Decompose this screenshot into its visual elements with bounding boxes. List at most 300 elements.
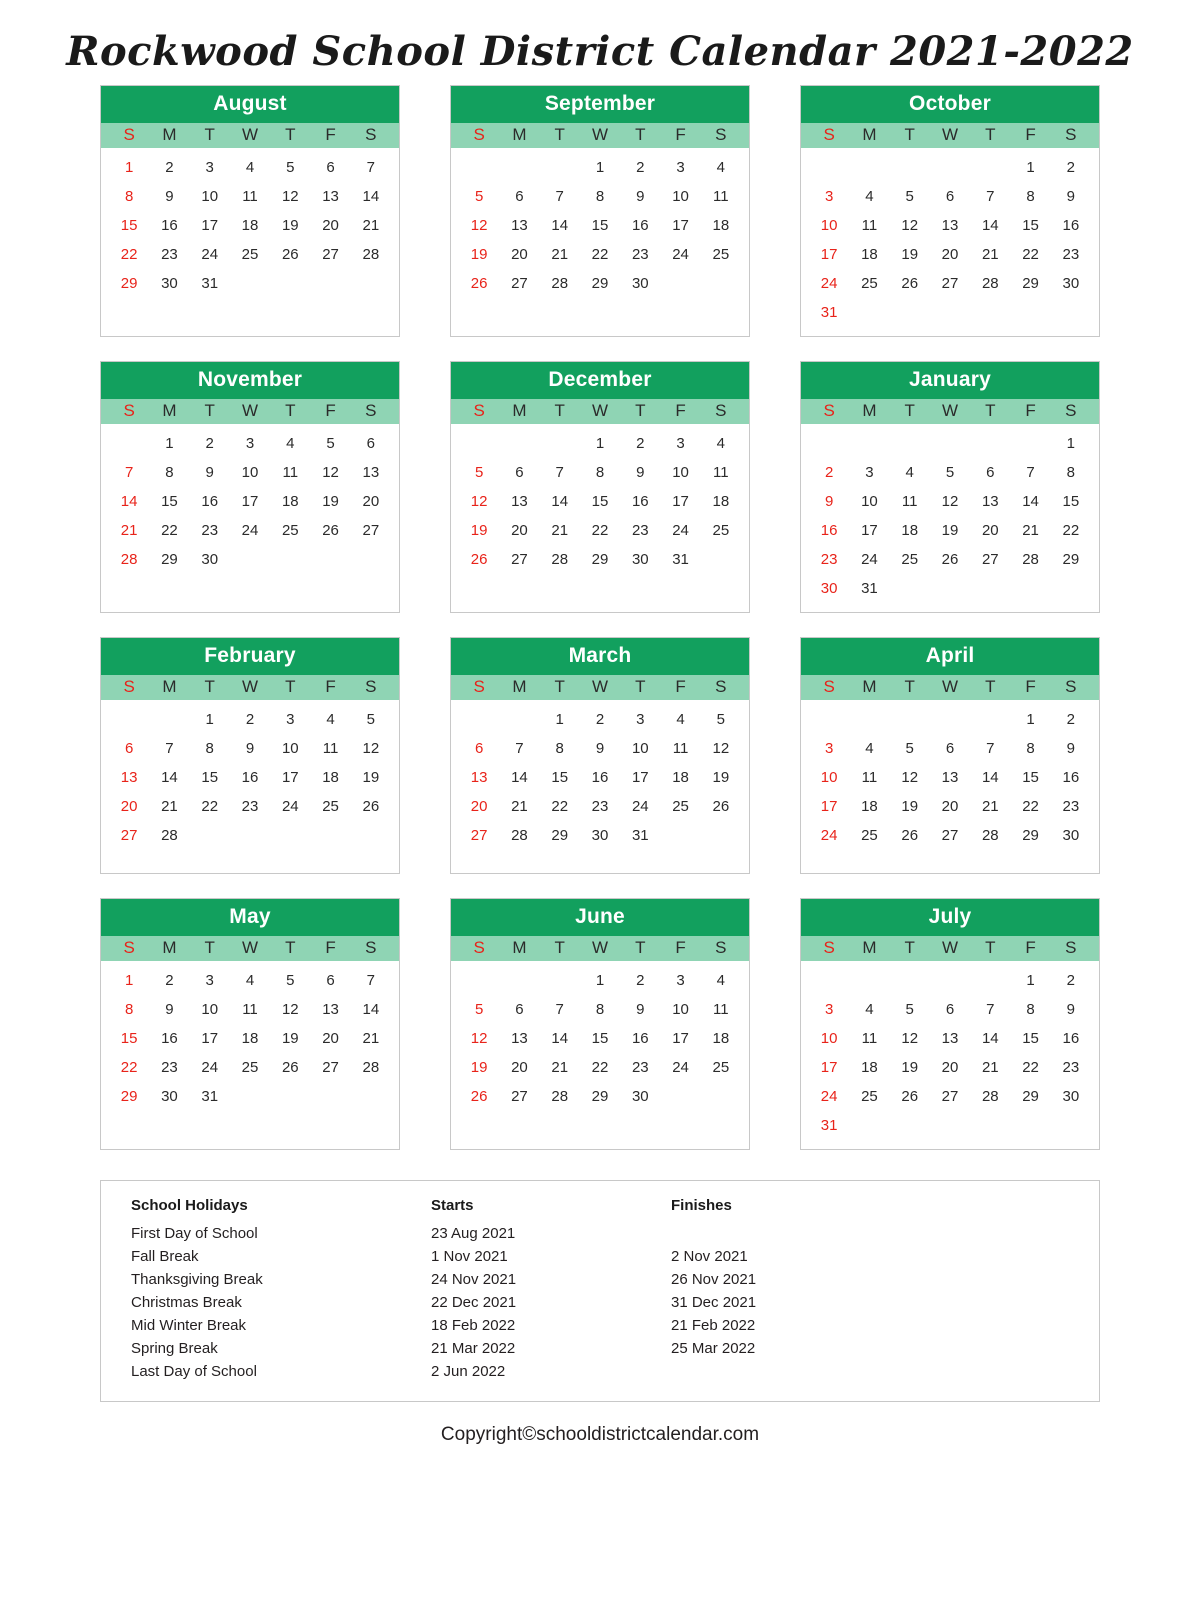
day-cell: 10 <box>672 1001 689 1018</box>
day-cell: 2 <box>636 972 645 989</box>
day-cell-empty <box>701 270 741 297</box>
holidays-cell-finishes: 2 Nov 2021 <box>671 1248 748 1265</box>
day-cell: 8 <box>595 188 605 205</box>
day-cell-empty <box>660 1083 700 1110</box>
day-cell: 31 <box>201 275 219 292</box>
day-cell-empty <box>109 430 149 457</box>
day-cell: 25 <box>861 1088 878 1105</box>
day-cell: 16 <box>631 493 649 510</box>
day-cell-empty <box>970 575 1010 602</box>
day-cell: 2 <box>165 159 174 176</box>
day-cell: 22 <box>120 1059 138 1076</box>
weekday-label: S <box>715 125 727 144</box>
day-cell: 4 <box>716 435 726 452</box>
weekday-label: W <box>591 938 609 957</box>
day-cell: 22 <box>591 246 609 263</box>
day-cell: 20 <box>470 798 488 815</box>
holidays-column-header: Starts <box>431 1197 474 1214</box>
day-cell: 24 <box>241 522 259 539</box>
day-cell: 27 <box>120 827 138 844</box>
day-cell: 17 <box>241 493 259 510</box>
day-cell-empty <box>540 299 580 311</box>
weekday-label: T <box>985 125 996 144</box>
day-cell: 7 <box>555 464 564 481</box>
weekday-label: M <box>162 938 177 957</box>
month-name: July <box>801 899 1099 936</box>
day-cell: 17 <box>820 798 838 815</box>
day-cell: 15 <box>591 493 609 510</box>
day-cell-empty <box>701 822 741 849</box>
day-cell: 4 <box>676 711 685 728</box>
weekday-label: M <box>162 125 177 144</box>
day-cell: 31 <box>672 551 689 568</box>
weekday-label: S <box>823 125 835 144</box>
day-cell-empty <box>580 851 620 863</box>
weekday-label: T <box>635 677 646 696</box>
day-cell: 1 <box>595 435 605 452</box>
day-cell: 19 <box>322 493 339 510</box>
day-cell-empty <box>540 967 580 994</box>
day-cell: 7 <box>366 159 376 176</box>
day-cell: 12 <box>281 1001 299 1018</box>
day-cell: 18 <box>322 769 339 786</box>
day-cell: 7 <box>1026 464 1035 481</box>
day-cell: 21 <box>981 798 999 815</box>
day-cell: 7 <box>555 188 564 205</box>
day-cell-empty <box>109 575 149 587</box>
day-cell: 25 <box>712 522 730 539</box>
day-cell-empty <box>970 154 1010 181</box>
day-cell: 28 <box>511 827 528 844</box>
day-cell: 9 <box>165 188 174 205</box>
day-cell: 11 <box>282 464 299 481</box>
day-cell-empty <box>310 1112 350 1124</box>
day-cell: 25 <box>861 827 878 844</box>
day-cell: 12 <box>712 740 730 757</box>
weekday-label: F <box>1025 677 1036 696</box>
day-cell-empty <box>970 851 1010 863</box>
month-card <box>800 637 1100 874</box>
day-cell: 6 <box>945 188 955 205</box>
day-cell: 15 <box>120 1030 138 1047</box>
month-card <box>100 898 400 1150</box>
day-cell: 21 <box>362 217 380 234</box>
month-card <box>450 361 750 613</box>
weekday-label: W <box>941 125 959 144</box>
weekday-label: S <box>365 401 377 420</box>
day-cell-empty <box>459 851 499 863</box>
weekday-label: F <box>325 125 336 144</box>
day-cell: 5 <box>366 711 376 728</box>
day-cell-empty <box>149 1112 189 1124</box>
weekday-label: W <box>591 125 609 144</box>
day-cell-empty <box>149 299 189 311</box>
day-cell-empty <box>1051 575 1091 602</box>
day-cell-empty <box>890 706 930 733</box>
day-cell: 3 <box>824 740 834 757</box>
day-cell: 8 <box>124 188 134 205</box>
day-cell: 18 <box>861 1059 878 1076</box>
day-cell: 11 <box>861 1030 878 1047</box>
day-cell: 8 <box>124 1001 134 1018</box>
day-cell: 12 <box>281 188 299 205</box>
weekday-label: T <box>985 677 996 696</box>
day-cell: 4 <box>326 711 335 728</box>
day-cell: 22 <box>1022 798 1039 815</box>
days-grid <box>801 700 1099 873</box>
day-cell: 9 <box>1066 1001 1076 1018</box>
day-cell: 24 <box>820 275 838 292</box>
day-cell: 1 <box>124 159 134 176</box>
day-cell-empty <box>890 1112 930 1139</box>
day-cell-empty <box>701 1083 741 1110</box>
day-cell: 30 <box>631 551 649 568</box>
day-cell-empty <box>620 1112 660 1124</box>
day-cell-empty <box>310 822 350 849</box>
day-cell: 5 <box>326 435 335 452</box>
day-cell: 13 <box>941 1030 959 1047</box>
day-cell: 13 <box>981 493 999 510</box>
month-card <box>100 361 400 613</box>
day-cell: 12 <box>901 217 919 234</box>
day-cell-empty <box>499 1112 539 1124</box>
day-cell: 19 <box>281 217 299 234</box>
days-grid <box>451 424 749 612</box>
copyright-text: Copyright©schooldistrictcalendar.com <box>440 1424 760 1445</box>
day-cell: 23 <box>241 798 259 815</box>
day-cell: 15 <box>1022 217 1039 234</box>
day-cell-empty <box>351 546 391 573</box>
day-cell-empty <box>190 575 230 587</box>
month-name: November <box>101 362 399 399</box>
day-cell: 24 <box>820 1088 838 1105</box>
day-cell: 4 <box>865 188 874 205</box>
day-cell: 26 <box>322 522 339 539</box>
month-card <box>100 637 400 874</box>
weekday-label: W <box>941 677 959 696</box>
day-cell-empty <box>1051 851 1091 863</box>
days-grid <box>101 961 399 1149</box>
day-cell-empty <box>660 575 700 587</box>
weekday-label: W <box>941 401 959 420</box>
weekday-label: S <box>365 677 377 696</box>
day-cell: 22 <box>591 522 609 539</box>
day-cell-empty <box>809 154 849 181</box>
day-cell-empty <box>459 430 499 457</box>
day-cell: 17 <box>281 769 299 786</box>
month-card <box>100 85 400 337</box>
day-cell: 5 <box>945 464 955 481</box>
day-cell: 28 <box>362 246 380 263</box>
day-cell: 7 <box>165 740 174 757</box>
weekday-header-row <box>801 123 1099 148</box>
holidays-cell-finishes <box>671 1360 1069 1383</box>
day-cell: 16 <box>201 493 219 510</box>
day-cell: 1 <box>595 159 605 176</box>
day-cell: 5 <box>286 972 295 989</box>
month-card <box>450 637 750 874</box>
day-cell: 11 <box>861 769 878 786</box>
day-cell-empty <box>660 299 700 311</box>
day-cell-empty <box>930 299 970 326</box>
day-cell: 29 <box>120 1088 138 1105</box>
day-cell: 11 <box>242 1001 258 1018</box>
day-cell: 10 <box>281 740 299 757</box>
day-cell: 28 <box>120 551 138 568</box>
month-name: April <box>801 638 1099 675</box>
day-cell: 23 <box>820 551 838 568</box>
day-cell: 24 <box>201 246 219 263</box>
day-cell: 14 <box>551 1030 569 1047</box>
day-cell: 14 <box>120 493 138 510</box>
weekday-label: F <box>325 677 336 696</box>
weekday-header-row <box>801 936 1099 961</box>
day-cell-empty <box>890 154 930 181</box>
day-cell: 11 <box>713 464 729 481</box>
day-cell-empty <box>970 967 1010 994</box>
day-cell: 2 <box>1066 711 1076 728</box>
day-cell: 12 <box>470 493 488 510</box>
day-cell: 27 <box>322 1059 339 1076</box>
day-cell: 20 <box>322 217 339 234</box>
day-cell-empty <box>849 154 889 181</box>
day-cell-empty <box>230 546 270 573</box>
weekday-header-row <box>101 399 399 424</box>
day-cell: 3 <box>205 159 214 176</box>
day-cell: 18 <box>712 1030 730 1047</box>
day-cell: 29 <box>1022 275 1039 292</box>
day-cell: 30 <box>161 1088 178 1105</box>
day-cell: 28 <box>981 1088 999 1105</box>
day-cell: 10 <box>820 1030 838 1047</box>
day-cell: 28 <box>362 1059 380 1076</box>
day-cell: 18 <box>672 769 689 786</box>
day-cell-empty <box>351 1112 391 1124</box>
day-cell: 21 <box>1022 522 1039 539</box>
day-cell: 26 <box>712 798 730 815</box>
days-grid <box>101 700 399 873</box>
day-cell: 3 <box>865 464 874 481</box>
day-cell: 7 <box>986 740 995 757</box>
weekday-label: F <box>325 938 336 957</box>
day-cell-empty <box>580 575 620 587</box>
weekday-label: T <box>554 125 565 144</box>
day-cell: 17 <box>820 246 838 263</box>
day-cell: 7 <box>366 972 376 989</box>
day-cell: 11 <box>672 740 689 757</box>
day-cell: 26 <box>281 1059 299 1076</box>
day-cell-empty <box>230 299 270 311</box>
day-cell-empty <box>270 851 310 863</box>
day-cell: 14 <box>362 1001 380 1018</box>
day-cell: 14 <box>981 217 999 234</box>
day-cell-empty <box>701 546 741 573</box>
day-cell-empty <box>580 299 620 311</box>
weekday-label: T <box>985 938 996 957</box>
weekday-label: W <box>241 125 259 144</box>
holidays-cell-starts: 2 Jun 2022 <box>431 1363 506 1380</box>
holidays-column-header: School Holidays <box>131 1197 248 1214</box>
weekday-label: F <box>675 401 686 420</box>
weekday-label: T <box>204 677 215 696</box>
day-cell-empty <box>809 851 849 863</box>
day-cell-empty <box>310 546 350 573</box>
day-cell: 8 <box>165 464 174 481</box>
day-cell: 7 <box>555 1001 564 1018</box>
day-cell: 28 <box>981 275 999 292</box>
day-cell: 1 <box>1066 435 1076 452</box>
day-cell: 2 <box>1066 972 1076 989</box>
month-name: January <box>801 362 1099 399</box>
day-cell-empty <box>660 1112 700 1124</box>
day-cell: 22 <box>1022 246 1039 263</box>
day-cell: 27 <box>511 1088 528 1105</box>
day-cell-empty <box>459 575 499 587</box>
day-cell: 25 <box>712 246 730 263</box>
day-cell-empty <box>1051 299 1091 326</box>
day-cell: 28 <box>1022 551 1039 568</box>
day-cell-empty <box>930 430 970 457</box>
day-cell: 3 <box>205 972 214 989</box>
day-cell: 9 <box>165 1001 174 1018</box>
day-cell: 10 <box>201 1001 219 1018</box>
day-cell: 21 <box>120 522 138 539</box>
day-cell: 22 <box>551 798 569 815</box>
day-cell-empty <box>190 851 230 863</box>
days-grid <box>801 148 1099 336</box>
day-cell: 16 <box>631 1030 649 1047</box>
day-cell-empty <box>459 967 499 994</box>
day-cell-empty <box>351 1083 391 1110</box>
day-cell: 2 <box>205 435 214 452</box>
day-cell-empty <box>849 299 889 326</box>
day-cell: 3 <box>636 711 645 728</box>
day-cell: 8 <box>555 740 564 757</box>
day-cell: 28 <box>551 275 569 292</box>
day-cell-empty <box>190 299 230 311</box>
day-cell: 11 <box>901 493 918 510</box>
day-cell: 29 <box>591 551 609 568</box>
weekday-label: T <box>635 401 646 420</box>
day-cell-empty <box>849 1112 889 1139</box>
weekday-label: T <box>904 938 915 957</box>
day-cell-empty <box>270 1112 310 1124</box>
day-cell-empty <box>620 575 660 587</box>
day-cell: 19 <box>941 522 959 539</box>
day-cell-empty <box>540 575 580 587</box>
days-grid <box>101 424 399 612</box>
day-cell-empty <box>499 575 539 587</box>
day-cell: 6 <box>366 435 376 452</box>
holidays-cell-starts: 24 Nov 2021 <box>431 1271 517 1288</box>
day-cell: 1 <box>124 972 134 989</box>
weekday-label: T <box>554 401 565 420</box>
day-cell-empty <box>270 1083 310 1110</box>
day-cell: 19 <box>712 769 730 786</box>
day-cell: 9 <box>245 740 255 757</box>
day-cell: 10 <box>820 217 838 234</box>
day-cell: 8 <box>205 740 214 757</box>
day-cell: 22 <box>120 246 138 263</box>
weekday-label: W <box>241 401 259 420</box>
day-cell: 5 <box>286 159 295 176</box>
days-grid <box>451 148 749 336</box>
day-cell: 19 <box>901 798 919 815</box>
day-cell: 20 <box>941 1059 959 1076</box>
day-cell-empty <box>230 270 270 297</box>
weekday-label: T <box>635 125 646 144</box>
day-cell: 18 <box>861 798 878 815</box>
weekday-label: S <box>123 938 135 957</box>
weekday-label: S <box>715 938 727 957</box>
day-cell-empty <box>149 706 189 733</box>
day-cell-empty <box>660 851 700 863</box>
day-cell: 27 <box>941 1088 959 1105</box>
weekday-label: T <box>204 125 215 144</box>
day-cell-empty <box>890 967 930 994</box>
day-cell: 28 <box>551 1088 569 1105</box>
day-cell: 2 <box>636 159 645 176</box>
day-cell: 19 <box>470 246 488 263</box>
holidays-cell-name: Christmas Break <box>131 1294 242 1311</box>
day-cell-empty <box>499 430 539 457</box>
day-cell: 19 <box>470 522 488 539</box>
day-cell: 5 <box>905 740 914 757</box>
weekday-label: S <box>365 125 377 144</box>
weekday-label: M <box>862 677 877 696</box>
day-cell-empty <box>620 851 660 863</box>
day-cell-empty <box>930 575 970 602</box>
day-cell: 3 <box>245 435 255 452</box>
month-card <box>800 85 1100 337</box>
day-cell-empty <box>540 1112 580 1124</box>
day-cell: 2 <box>245 711 255 728</box>
day-cell: 15 <box>591 1030 609 1047</box>
page-title: Rockwood School District Calendar 2021-2022 <box>66 28 1134 75</box>
day-cell: 16 <box>1062 1030 1080 1047</box>
day-cell: 27 <box>981 551 999 568</box>
day-cell: 4 <box>245 972 255 989</box>
day-cell: 18 <box>712 217 730 234</box>
day-cell-empty <box>930 1112 970 1139</box>
day-cell: 8 <box>595 1001 605 1018</box>
weekday-header-row <box>101 123 399 148</box>
weekday-label: M <box>862 938 877 957</box>
weekday-label: T <box>904 125 915 144</box>
month-card <box>800 361 1100 613</box>
day-cell: 26 <box>901 827 919 844</box>
day-cell-empty <box>701 1112 741 1124</box>
day-cell-empty <box>270 575 310 587</box>
day-cell: 27 <box>470 827 488 844</box>
day-cell: 26 <box>362 798 380 815</box>
holidays-cell-finishes: 25 Mar 2022 <box>671 1340 756 1357</box>
day-cell: 28 <box>551 551 569 568</box>
day-cell-empty <box>1010 430 1050 457</box>
day-cell: 15 <box>201 769 219 786</box>
day-cell-empty <box>1010 851 1050 863</box>
months-grid <box>100 85 1100 1150</box>
day-cell-empty <box>230 1112 270 1124</box>
day-cell: 2 <box>824 464 834 481</box>
day-cell: 19 <box>281 1030 299 1047</box>
weekday-label: M <box>512 938 527 957</box>
day-cell-empty <box>849 430 889 457</box>
day-cell: 17 <box>201 1030 219 1047</box>
day-cell-empty <box>230 851 270 863</box>
month-name: June <box>451 899 749 936</box>
day-cell: 26 <box>281 246 299 263</box>
